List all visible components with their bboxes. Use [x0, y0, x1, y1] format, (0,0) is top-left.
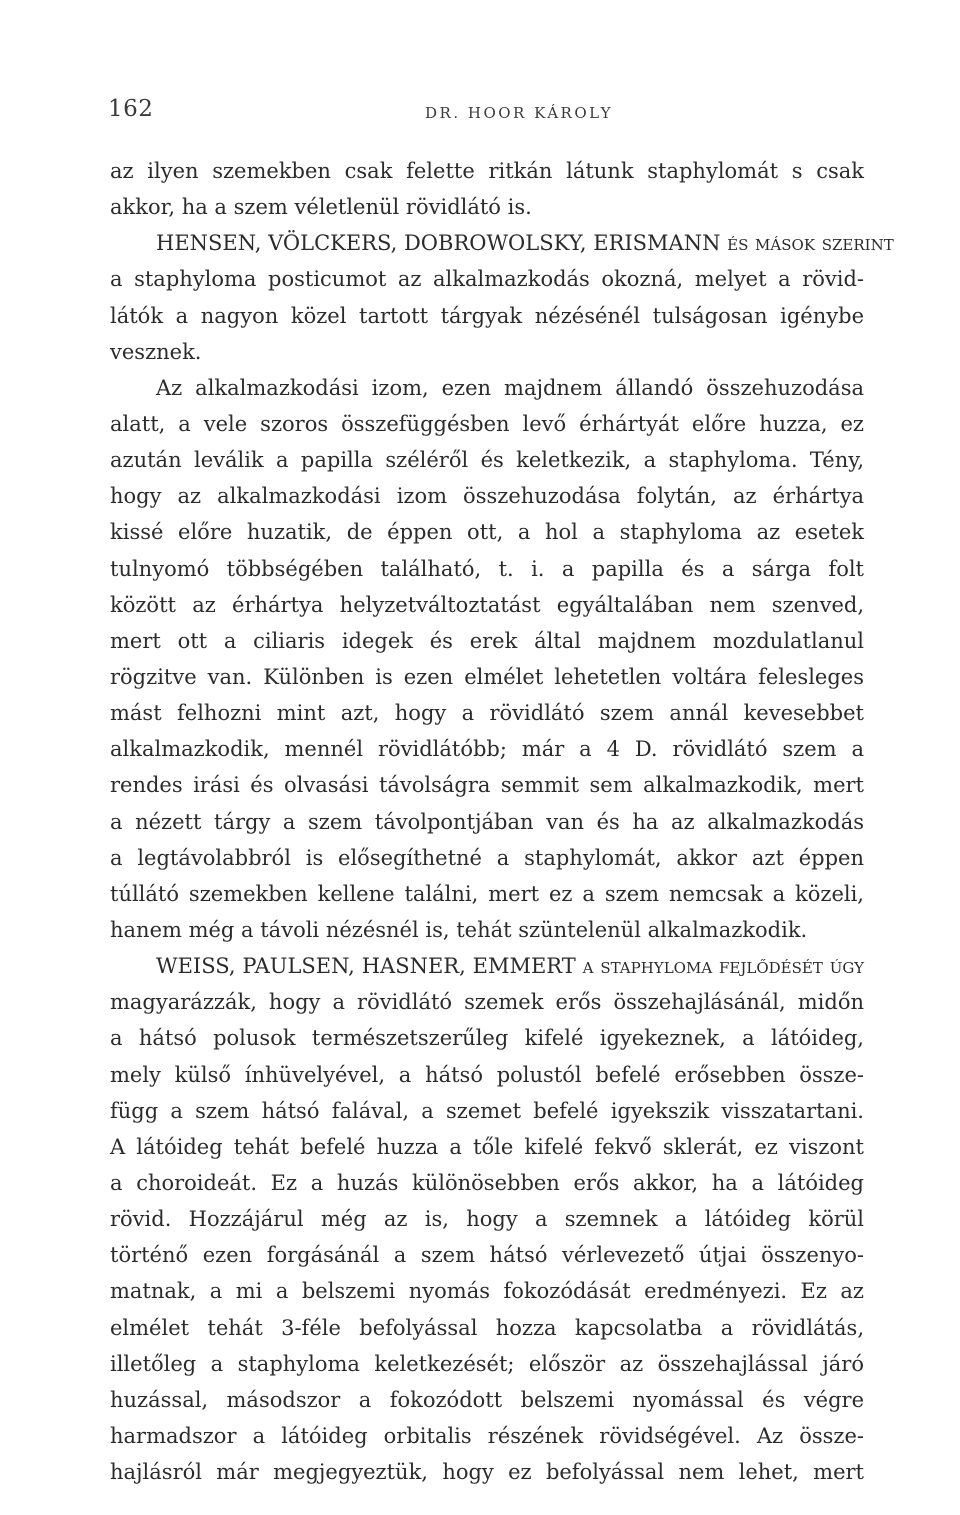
text-line: azután leválik a papilla széléről és keletkezik, a staphyloma. Tény, — [110, 448, 864, 473]
body-text — [110, 153, 894, 1490]
text-line: magyarázzák, hogy a rövidlátó szemek erős összehajlásánál, midőn — [110, 990, 864, 1015]
text-line: mást felhozni mint azt, hogy a rövidlátó szem annál kevesebbet — [110, 701, 864, 726]
text-line: mert ott a ciliaris idegek és erek által majdnem mozdulatlanul — [110, 628, 864, 653]
text-line: hajlásról már megjegyeztük, hogy ez befolyással nem lehet, mert — [110, 1460, 864, 1485]
text-line: huzással, másodszor a fokozódott belszemi nyomással és végre — [110, 1387, 864, 1412]
text-line: között az érhártya helyzetváltoztatást egyáltalában nem szenved, — [110, 592, 864, 617]
text-line: az ilyen szemekben csak felette ritkán látunk staphylomát s csak — [110, 159, 864, 183]
text-line: a hátsó polusok természetszerűleg kifelé igyekeznek, a látóideg, — [110, 1026, 864, 1051]
header-author: DR. HOOR KÁROLY — [425, 104, 614, 122]
text-line: A látóideg tehát befelé huzza a tőle kifelé fekvő sklerát, ez viszont — [110, 1134, 864, 1159]
text-line: történő ezen forgásánál a szem hátsó vérlevezető útjai összenyo- — [110, 1243, 864, 1268]
text-line: rögzitve van. Különben is ezen elmélet lehetetlen voltára felesleges — [110, 664, 864, 689]
text-line: függ a szem hátsó falával, a szemet befelé igyekszik visszatartani. — [110, 1098, 864, 1123]
text-line: a legtávolabbról is elősegíthetné a staphylomát, akkor azt éppen — [110, 845, 864, 870]
text-line: tulnyomó többségében található, t. i. a papilla és a sárga folt — [110, 556, 864, 581]
text-line: a nézett tárgy a szem távolpontjában van és ha az alkalmazkodás — [110, 809, 864, 834]
text-line: látók a nagyon közel tartott tárgyak nézésénél tulságosan igénybe — [110, 303, 864, 328]
text-line: mely külső ínhüvelyével, a hátsó polustól befelé erősebben össze- — [110, 1062, 864, 1087]
text-line: rendes irási és olvasási távolságra semmit sem alkalmazkodik, mert — [110, 773, 864, 798]
text-line: rövid. Hozzájárul még az is, hogy a szemnek a látóideg körül — [110, 1207, 864, 1232]
text-line: túllátó szemekben kellene találni, mert ez a szem nemcsak a közeli, — [110, 881, 864, 906]
text-line: alkalmazkodik, mennél rövidlátóbb; már a 4 D. rövidlátó szem a — [110, 737, 864, 762]
text-line: hogy az alkalmazkodási izom összehuzodása folytán, az érhártya — [110, 484, 864, 509]
page-number: 162 — [108, 96, 154, 122]
text-line: vesznek. — [110, 339, 202, 364]
running-header — [108, 96, 868, 132]
text-line: Az alkalmazkodási izom, ezen majdnem állandó összehuzodása — [156, 375, 864, 400]
text-line: akkor, ha a szem véletlenül rövidlátó is. — [110, 195, 532, 220]
text-line: elmélet tehát 3-féle befolyással hozza kapcsolatba a rövidlátás, — [110, 1315, 864, 1340]
text-line: kissé előre huzatik, de éppen ott, a hol a staphyloma az esetek — [110, 520, 864, 545]
text-line: WEISS, PAULSEN, HASNER, EMMERT a staphyloma fejlődését úgy — [156, 954, 864, 979]
text-line: illetőleg a staphyloma keletkezését; először az összehajlással járó — [110, 1351, 864, 1376]
text-line: harmadszor a látóideg orbitalis részének rövidségével. Az össze- — [110, 1423, 864, 1448]
text-line: a staphyloma posticumot az alkalmazkodás okozná, melyet a rövid- — [110, 267, 864, 292]
text-line: HENSEN, VÖLCKERS, DOBROWOLSKY, ERISMANN és mások szerint — [156, 231, 894, 256]
text-line: matnak, a mi a belszemi nyomás fokozódását eredményezi. Ez az — [110, 1279, 864, 1304]
text-line: alatt, a vele szoros összefüggésben levő érhártyát előre huzza, ez — [110, 411, 864, 436]
text-line: hanem még a távoli nézésnél is, tehát szüntelenül alkalmazkodik. — [110, 917, 808, 942]
text-line: a choroideát. Ez a huzás különösebben erős akkor, ha a látóideg — [110, 1170, 864, 1195]
